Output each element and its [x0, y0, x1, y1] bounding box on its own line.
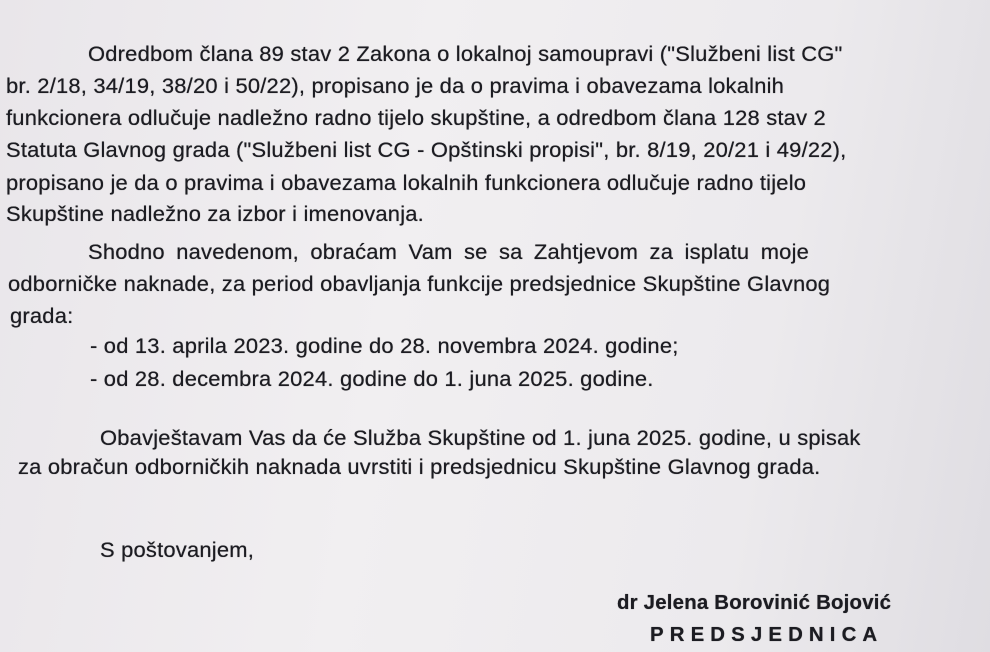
text-line: Skupštine nadležno za izbor i imenovanja. [6, 202, 424, 226]
text-line: Odredbom člana 89 stav 2 Zakona o lokalnoj samoupravi ("Službeni list CG" [88, 42, 843, 66]
text-line: grada: [10, 304, 74, 328]
text-line: propisano je da o pravima i obavezama lokalnih funkcionera odlučuje radno tijelo [6, 171, 807, 195]
signatory-title: PREDSJEDNICA [650, 624, 884, 646]
text-line: odborničke naknade, za period obavljanja funkcije predsjednice Skupštine Glavnog [8, 272, 831, 296]
text-line: za obračun odborničkih naknada uvrstiti i predsjednicu Skupštine Glavnog grada. [18, 455, 821, 479]
text-line: Statuta Glavnog grada ("Službeni list CG - Opštinski propisi", br. 8/19, 20/21 i 49/22), [6, 138, 847, 162]
text-line: Obavještavam Vas da će Služba Skupštine od 1. juna 2025. godine, u spisak [100, 426, 861, 450]
text-line: funkcionera odlučuje nadležno radno tijelo skupštine, a odredbom člana 128 stav 2 [6, 106, 826, 130]
signatory-name: dr Jelena Borovinić Bojović [617, 592, 892, 614]
period-item: - od 13. aprila 2023. godine do 28. novembra 2024. godine; [90, 334, 679, 358]
closing-salutation: S poštovanjem, [100, 538, 255, 562]
period-item: - od 28. decembra 2024. godine do 1. juna 2025. godine. [90, 367, 654, 391]
text-line: br. 2/18, 34/19, 38/20 i 50/22), propisano je da o pravima i obavezama lokalnih [6, 74, 785, 98]
text-line: Shodno navedenom, obraćam Vam se sa Zahtjevom za isplatu moje [88, 240, 810, 264]
